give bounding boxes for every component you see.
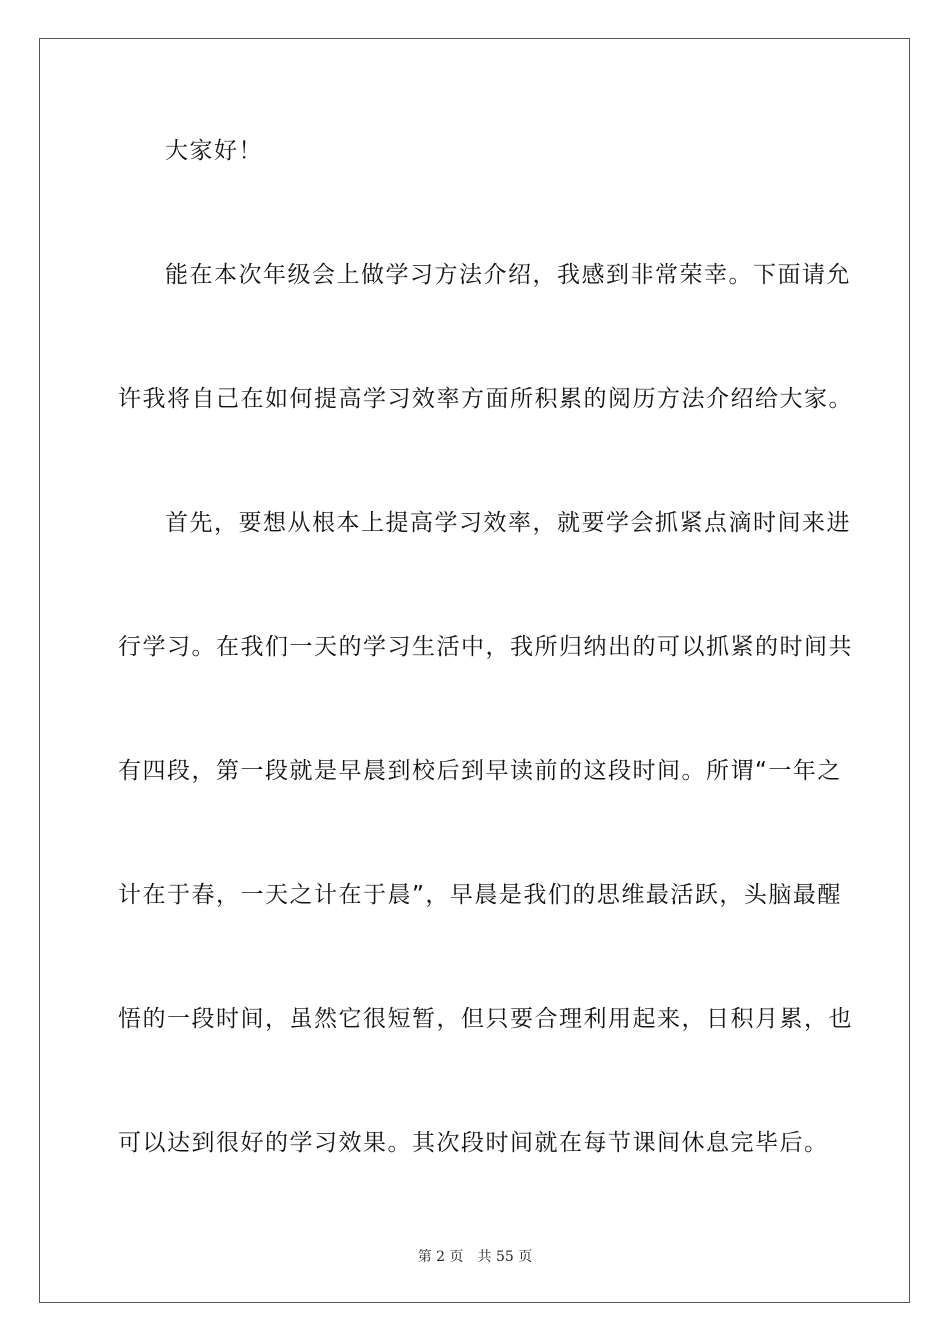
greeting-line: 大家好！ xyxy=(165,138,263,164)
page-number: 第 2 页 xyxy=(417,1249,464,1265)
paragraph-line: 许我将自己在如何提高学习效率方面所积累的阅历方法介绍给大家。 xyxy=(118,386,853,412)
paragraph-line: 计在于春，一天之计在于晨”，早晨是我们的思维最活跃，头脑最醒 xyxy=(118,882,842,908)
paragraph-line: 能在本次年级会上做学习方法介绍，我感到非常荣幸。下面请允 xyxy=(165,262,851,288)
paragraph-line: 可以达到很好的学习效果。其次段时间就在每节课间休息完毕后。 xyxy=(118,1130,829,1156)
paragraph-line: 悟的一段时间，虽然它很短暂，但只要合理利用起来，日积月累，也 xyxy=(118,1006,853,1032)
paragraph-line: 行学习。在我们一天的学习生活中，我所归纳出的可以抓紧的时间共 xyxy=(118,634,853,660)
page-border xyxy=(39,38,910,1303)
page-footer xyxy=(0,1246,950,1266)
paragraph-line: 有四段，第一段就是早晨到校后到早读前的这段时间。所谓“一年之 xyxy=(118,758,842,784)
page-total: 共 55 页 xyxy=(477,1249,533,1265)
paragraph-line: 首先，要想从根本上提高学习效率，就要学会抓紧点滴时间来进 xyxy=(165,510,851,536)
